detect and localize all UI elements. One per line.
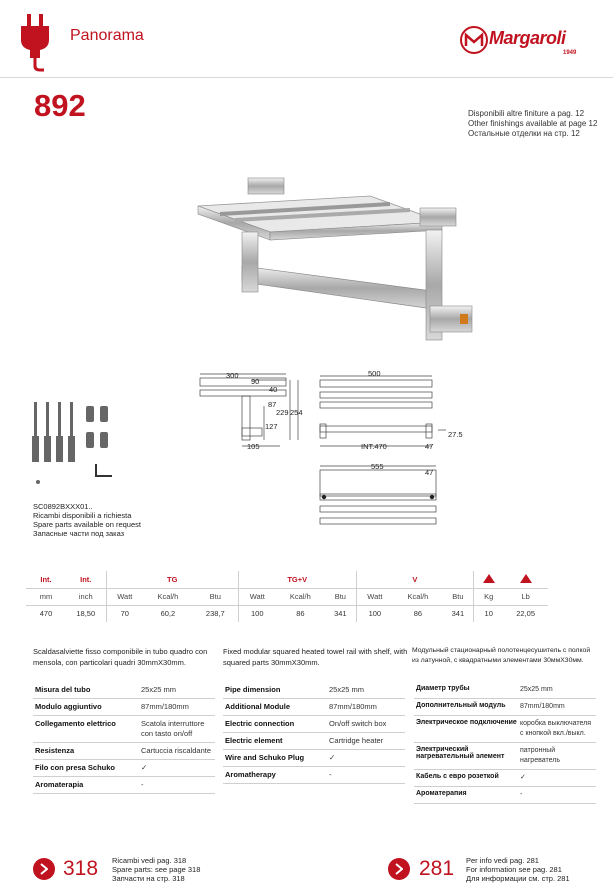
spec-unit: Btu [193,588,239,605]
prop-key: Additional Module [225,702,290,711]
spec-value: 470 [39,609,53,619]
footer-right-page: 281 [419,857,455,880]
footer-right-line: For information see pag. 281 [466,865,562,874]
finishes-line-ru: Остальные отделки на стр. 12 [468,129,580,138]
page-title: Panorama [70,27,144,44]
spec-header-row [26,571,548,588]
prop-row [33,699,215,716]
prop-value: коробка выключателя с кнопкой вкл./выкл. [520,720,592,737]
dim-top-47: 47 [425,468,434,477]
spare-parts-code: SC0892BXXX01.. [33,502,93,511]
prop-key: Aromaterapia [35,780,84,789]
spec-unit: Kcal/h [143,588,193,605]
props-en [223,682,405,784]
prop-row [223,733,405,750]
spec-value: 238,7 [205,609,225,619]
prop-row [223,716,405,733]
footer-left-text [112,856,200,883]
prop-row [33,743,215,760]
finishes-line-it: Disponibili altre finiture a pag. 12 [468,109,585,118]
spec-unit: Btu [325,588,356,605]
prop-row [223,767,405,784]
dim-front-27-5: 27.5 [448,430,463,439]
prop-row [33,760,215,777]
prop-value: On/off switch box [329,719,387,728]
prop-key: Filo con presa Schuko [35,763,116,772]
prop-key: Диаметр трубы [416,685,470,692]
dim-side-40: 40 [269,385,278,394]
dim-front-500: 500 [368,369,381,378]
spec-table [26,571,548,622]
prop-key: Ароматерапия [416,790,467,797]
dim-side-254: 254 [290,408,303,417]
spec-unit: Btu [443,588,474,605]
prop-key: Электрический нагревательный элемент [416,746,505,760]
dim-side-87: 87 [268,400,277,409]
spec-value: 60,2 [160,609,176,619]
spec-value: 341 [451,609,465,619]
spec-unit: Kcal/h [393,588,443,605]
spec-group-tg: TG [106,571,238,588]
spec-group-int-inch: Int. [66,571,106,588]
prop-key: Wire and Schuko Plug [225,753,305,762]
prop-row [33,716,215,743]
chevron-right-icon [395,863,403,875]
prop-row [223,699,405,716]
finishes-line-en: Other finishings available at page 12 [468,119,598,128]
spec-units-row [26,588,548,605]
prop-key: Resistenza [35,746,75,755]
prop-row [33,777,215,794]
dim-front-47: 47 [425,442,434,451]
spec-unit: mm [26,588,66,605]
footer-left-link[interactable] [33,858,55,880]
prop-value: - [520,791,523,798]
prop-key: Electric connection [225,719,295,728]
spare-parts-note [33,502,141,538]
prop-key: Aromatherapy [225,770,276,779]
prop-row [223,682,405,699]
logo-year: 1949 [563,50,577,56]
prop-row [414,743,596,770]
header-divider [0,77,613,78]
spec-unit: Watt [356,588,393,605]
prop-row [223,750,405,767]
prop-key: Modulo aggiuntivo [35,702,102,711]
spec-value: 10 [474,605,504,622]
dim-side-229: 229 [276,408,289,417]
prop-key: Misura del tubo [35,685,91,694]
spare-parts-line-it: Ricambi disponibili a richiesta [33,511,132,520]
prop-row [414,787,596,804]
prop-row [414,716,596,743]
footer-right-link[interactable] [388,858,410,880]
prop-key: Electric element [225,736,283,745]
props-ru [414,682,596,804]
prop-value: Scatola interruttore con tasto on/off [141,719,205,738]
footer-left-line: Ricambi vedi pag. 318 [112,856,187,865]
description-en: Fixed modular squared heated towel rail with shelf, with squared parts 30mmX30mm. [223,647,408,667]
spec-values-row [26,605,548,622]
prop-value: ✓ [329,753,336,762]
prop-value: ✓ [141,763,148,772]
dim-side-127: 127 [265,422,278,431]
logo-text: Margaroli [489,28,566,48]
prop-row [33,682,215,699]
prop-value: - [141,780,144,789]
spec-unit: Kcal/h [276,588,326,605]
towel-rail-illustration [180,170,480,350]
spec-value: 70 [106,605,143,622]
prop-key: Pipe dimension [225,685,281,694]
prop-value: 25x25 mm [329,685,365,694]
spec-unit: Lb [503,588,548,605]
dim-side-300: 300 [226,371,239,380]
prop-value: 87mm/180mm [141,702,189,711]
weight-lb-icon [503,571,548,588]
dim-side-90: 90 [251,377,260,386]
spare-parts-line-en: Spare parts available on request [33,520,141,529]
spec-value: 341 [334,609,347,619]
chevron-right-icon [40,863,48,875]
prop-value: - [329,770,332,779]
spec-group-v: V [356,571,474,588]
spec-group-int-mm: Int. [26,571,66,588]
prop-value: ✓ [520,774,526,781]
footer-right-line: Для информации см. стр. 281 [466,874,570,883]
weight-kg-icon [474,571,504,588]
prop-value: 25x25 mm [141,685,177,694]
prop-value: Cartridge heater [329,736,384,745]
spec-value: 86 [413,609,423,619]
footer-left-page: 318 [63,857,99,880]
prop-value: Cartuccia riscaldante [141,746,212,755]
spec-value: 100 [238,605,275,622]
spec-value: 18,50 [76,609,96,619]
finishes-note [468,109,597,139]
dim-top-555: 555 [371,462,384,471]
props-it [33,682,215,794]
footer-left-line: Spare parts: see page 318 [112,865,201,874]
description-ru: Модульный стационарный полотенцесушитель с полкой из латунной, с квадратными элементами 30ммХ30мм. [412,647,591,664]
spare-parts-line-ru: Запасные части под заказ [33,529,125,538]
prop-row [414,770,596,787]
description-it: Scaldasalviette fisso componibile in tubo quadro con mensola, con particolari quadri 30mmX30mm. [33,647,208,667]
dim-side-105: 105 [247,442,260,451]
footer-right-line: Per info vedi pag. 281 [466,856,539,865]
dimension-drawings [180,366,480,536]
spec-value: 86 [296,609,305,619]
spare-parts-illustration [26,400,126,495]
prop-key: Кабель с евро розеткой [416,773,499,780]
prop-key: Электрическое подключение [416,719,517,726]
prop-value: 25x25 mm [520,686,553,693]
footer-left-line: Запчасти на стр. 318 [112,874,185,883]
prop-value: 87mm/180mm [329,702,377,711]
spec-unit: Kg [474,588,504,605]
dim-front-int470: INT.470 [361,442,387,451]
spec-group-tgv: TG+V [238,571,356,588]
spec-value: 100 [356,605,393,622]
spec-value: 22,05 [516,609,536,619]
prop-row [414,682,596,699]
spec-unit: Watt [238,588,275,605]
plug-icon [18,14,52,72]
spec-unit: Watt [106,588,143,605]
prop-key: Дополнительный модуль [416,702,506,709]
model-number: 892 [34,88,86,123]
footer-right-text [466,856,570,883]
prop-value: 87mm/180mm [520,703,565,710]
spec-unit: inch [66,588,106,605]
prop-key: Collegamento elettrico [35,719,116,728]
prop-row [414,699,596,716]
prop-value: патронный нагреватель [520,747,560,764]
